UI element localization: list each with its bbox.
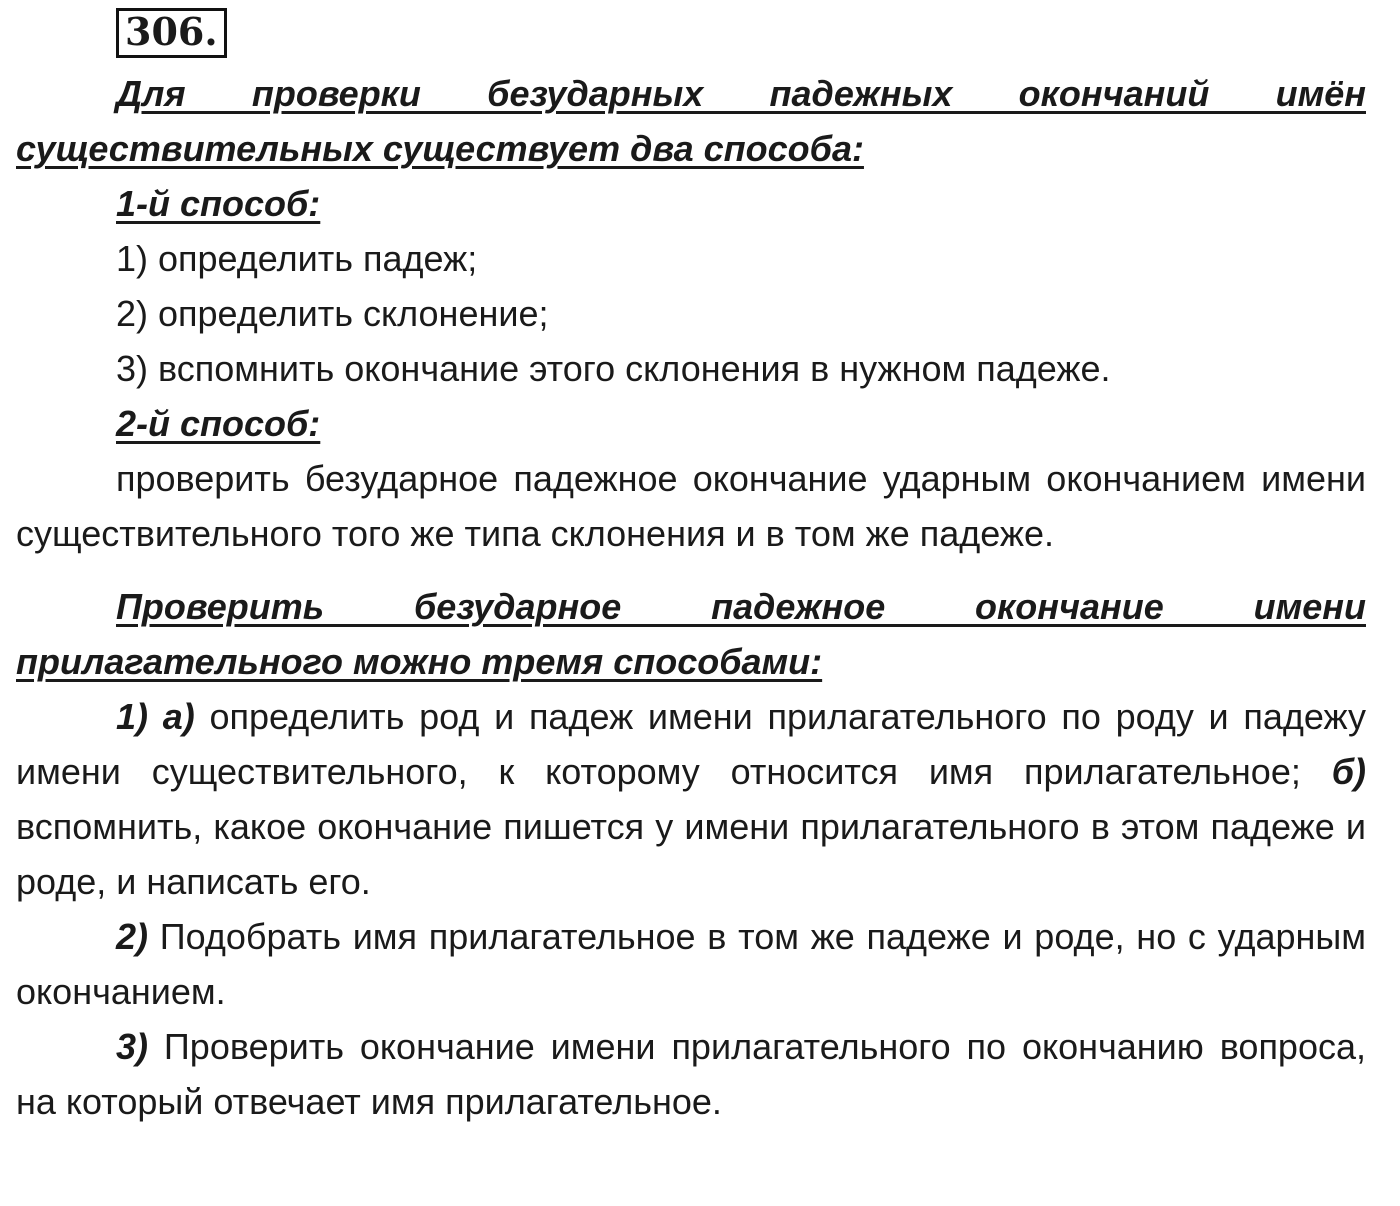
method2-title: 2-й способ: — [116, 403, 321, 444]
section1-heading: Для проверки безударных падежных окончаний имён существительных существует два способа: — [16, 73, 1366, 169]
section1-heading-paragraph — [16, 66, 1366, 176]
way1-label-a: 1) а) — [116, 696, 195, 737]
method1-step-3: 3) вспомнить окончание этого склонения в нужном падеже. — [116, 348, 1111, 389]
method2-text: проверить безударное падежное окончание ударным окончанием имени существительного того же типа склонения и в том же падеже. — [16, 458, 1366, 554]
way3-text: Проверить окончание имени прилагательного по окончанию вопроса, на который отвечает имя прилагательное. — [16, 1026, 1366, 1122]
method1-title-paragraph — [16, 176, 1366, 231]
method2-title-paragraph — [16, 396, 1366, 451]
exercise-number: 306. — [116, 8, 227, 58]
way1-text-a: определить род и падеж имени прилагательного по роду и падежу имени существительного, к которому относится имя прилагательное; — [16, 696, 1366, 792]
way1-label-b: б) — [1331, 751, 1366, 792]
way1-text-b: вспомнить, какое окончание пишется у имени прилагательного в этом падеже и роде, и написать его. — [16, 806, 1366, 902]
section-gap — [16, 561, 1366, 579]
adjective-way-2 — [16, 909, 1366, 1019]
method1-title: 1-й способ: — [116, 183, 321, 224]
section2-heading: Проверить безударное падежное окончание имени прилагательного можно тремя способами: — [16, 586, 1366, 682]
adjective-way-3 — [16, 1019, 1366, 1129]
way2-label: 2) — [116, 916, 149, 957]
method1-step-2: 2) определить склонение; — [116, 293, 549, 334]
way3-label: 3) — [116, 1026, 149, 1067]
method1-step-1: 1) определить падеж; — [116, 238, 478, 279]
way2-text: Подобрать имя прилагательное в том же падеже и роде, но с ударным окончанием. — [16, 916, 1366, 1012]
adjective-way-1 — [16, 689, 1366, 909]
section2-heading-paragraph — [16, 579, 1366, 689]
